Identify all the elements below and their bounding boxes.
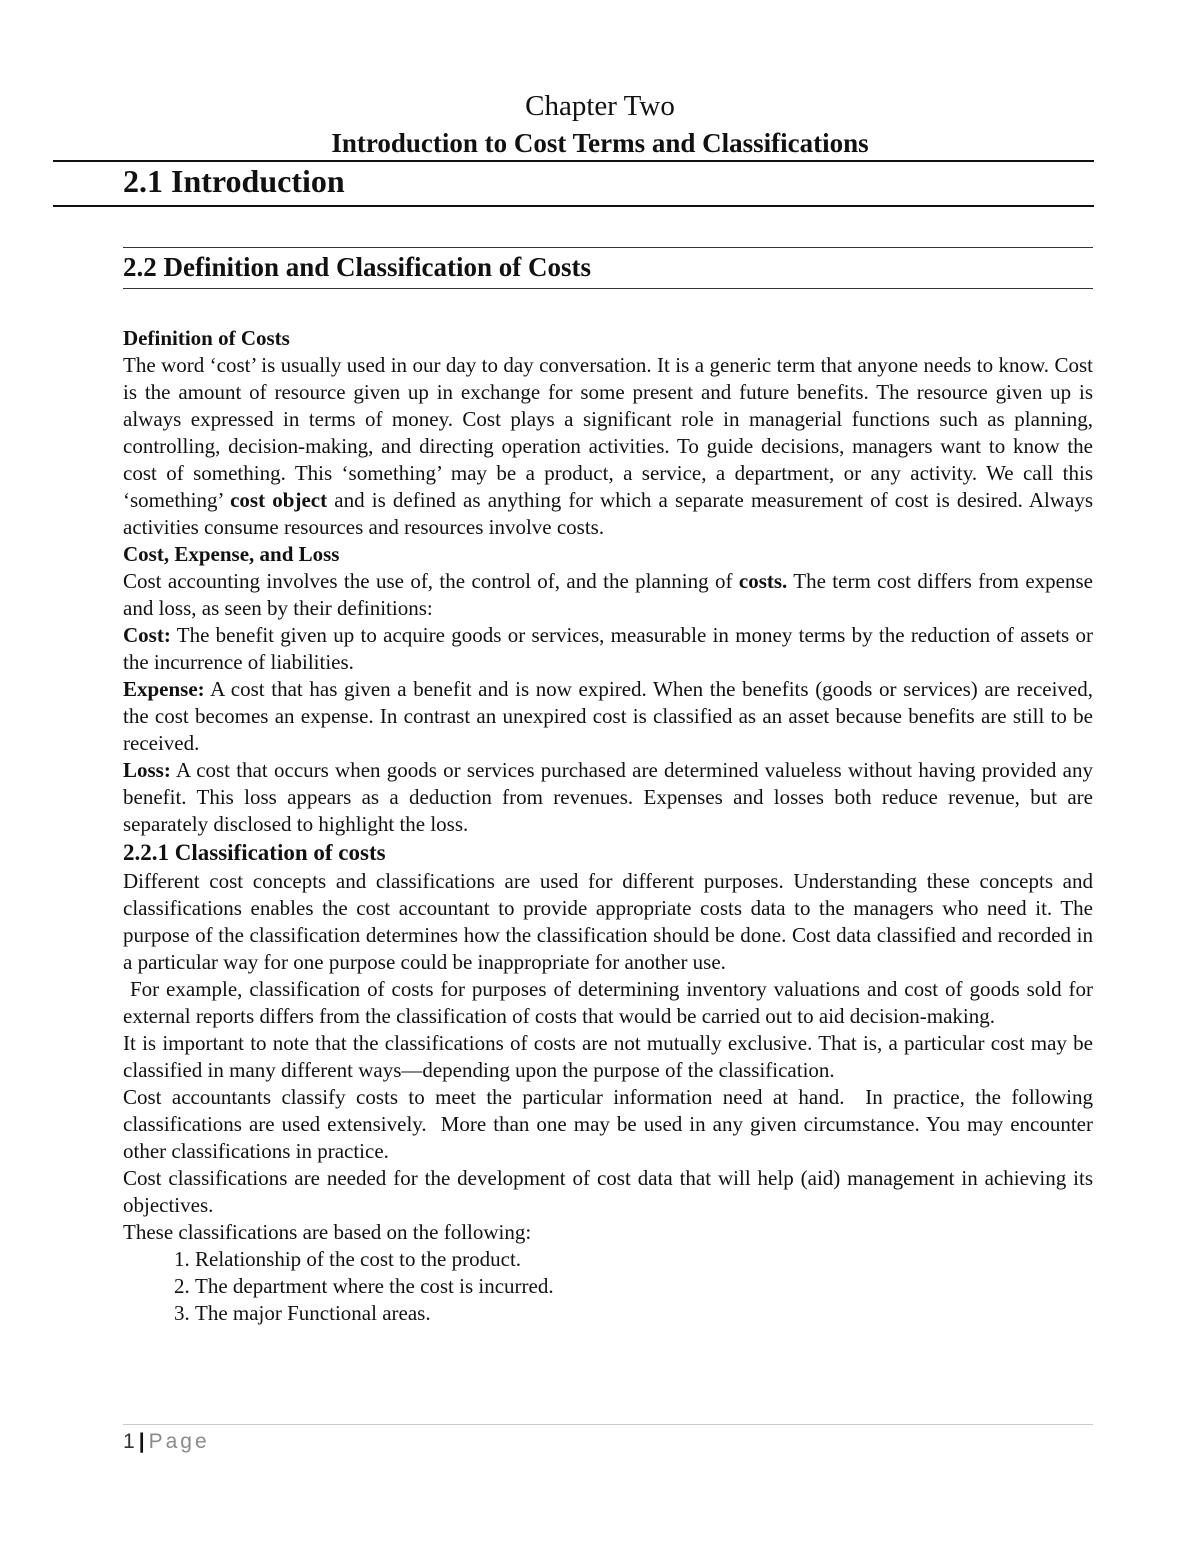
classification-paragraph-2: For example, classification of costs for purposes of determining inventory valuations and cost of goods sold for external reports differs from the classification of costs that would be carried out to aid decision-making. xyxy=(123,977,1099,1028)
section-2-2-heading: 2.2 Definition and Classification of Costs xyxy=(123,252,592,282)
cel-intro-paragraph: Cost accounting involves the use of, the control of, and the planning of costs. The term cost differs from expense and loss, as seen by their definitions: xyxy=(123,569,1093,620)
cost-expense-loss-heading: Cost, Expense, and Loss xyxy=(123,542,340,566)
list-item: 1. Relationship of the cost to the product. xyxy=(195,1246,1093,1273)
loss-definition: Loss: A cost that occurs when goods or services purchased are determined valueless without having provided any benefit. This loss appears as a deduction from revenues. Expenses and losses both reduce revenue, but are separately disclosed to highlight the loss. xyxy=(123,758,1093,836)
list-item: 2. The department where the cost is incurred. xyxy=(195,1273,1093,1300)
classification-paragraph-1: Different cost concepts and classifications are used for different purposes. Understanding these concepts and classifications enables the cost accountant to provide appropriate costs data to the managers who need it. The purpose of the classification determines how the classification should be done. Cost data classified and recorded in a particular way for one purpose could be inappropriate for another use. xyxy=(123,869,1093,974)
classification-paragraph-3: It is important to note that the classifications of costs are not mutually exclusive. That is, a particular cost may be classified in many different ways—depending upon the purpose of the classification. xyxy=(123,1031,1093,1082)
cost-object-term: cost object xyxy=(230,488,328,512)
classification-paragraph-6: These classifications are based on the following: xyxy=(123,1220,532,1244)
section-2-1-heading: 2.1 Introduction xyxy=(123,163,345,199)
classification-list xyxy=(123,1246,1093,1327)
classification-heading: 2.2.1 Classification of costs xyxy=(123,840,386,865)
classification-paragraph-5: Cost classifications are needed for the development of cost data that will help (aid) management in achieving its objectives. xyxy=(123,1166,1093,1217)
chapter-subtitle: Introduction to Cost Terms and Classifications xyxy=(331,128,869,158)
divider xyxy=(53,205,1094,207)
footer-divider xyxy=(123,1424,1093,1425)
chapter-title: Chapter Two xyxy=(525,90,675,122)
divider xyxy=(123,247,1093,248)
page-label: Page xyxy=(148,1430,210,1453)
body-text xyxy=(123,325,1099,1327)
page-number: 1 xyxy=(123,1430,135,1453)
divider xyxy=(53,160,1094,162)
expense-definition: Expense: A cost that has given a benefit and is now expired. When the benefits (goods or services) are received, the cost becomes an expense. In contrast an unexpired cost is classified as an asset because benefits are still to be received. xyxy=(123,677,1093,755)
footer-separator: | xyxy=(138,1430,145,1453)
definition-heading: Definition of Costs xyxy=(123,326,290,350)
definition-paragraph: The word ‘cost’ is usually used in our day to day conversation. It is a generic term that anyone needs to know. Cost is the amount of resource given up in exchange for some present and future benefits. The resource given up is always expressed in terms of money. Cost plays a significant role in managerial functions such as planning, controlling, decision-making, and directing operation activities. To guide decisions, managers want to know the cost of something. This ‘something’ may be a product, a service, a department, or any activity. We call this ‘something’ cost object and is defined as anything for which a separate measurement of cost is desired. Always activities consume resources and resources involve costs. xyxy=(123,353,1093,539)
page-footer xyxy=(123,1430,210,1454)
title-block xyxy=(0,88,1200,162)
divider xyxy=(123,288,1093,289)
list-item: 3. The major Functional areas. xyxy=(195,1300,1093,1327)
classification-paragraph-4: Cost accountants classify costs to meet the particular information need at hand. In practice, the following classifications are used extensively. More than one may be used in any given circumstance. You may encounter other classifications in practice. xyxy=(123,1085,1099,1163)
cost-definition: Cost: The benefit given up to acquire goods or services, measurable in money terms by the reduction of assets or the incurrence of liabilities. xyxy=(123,623,1093,674)
